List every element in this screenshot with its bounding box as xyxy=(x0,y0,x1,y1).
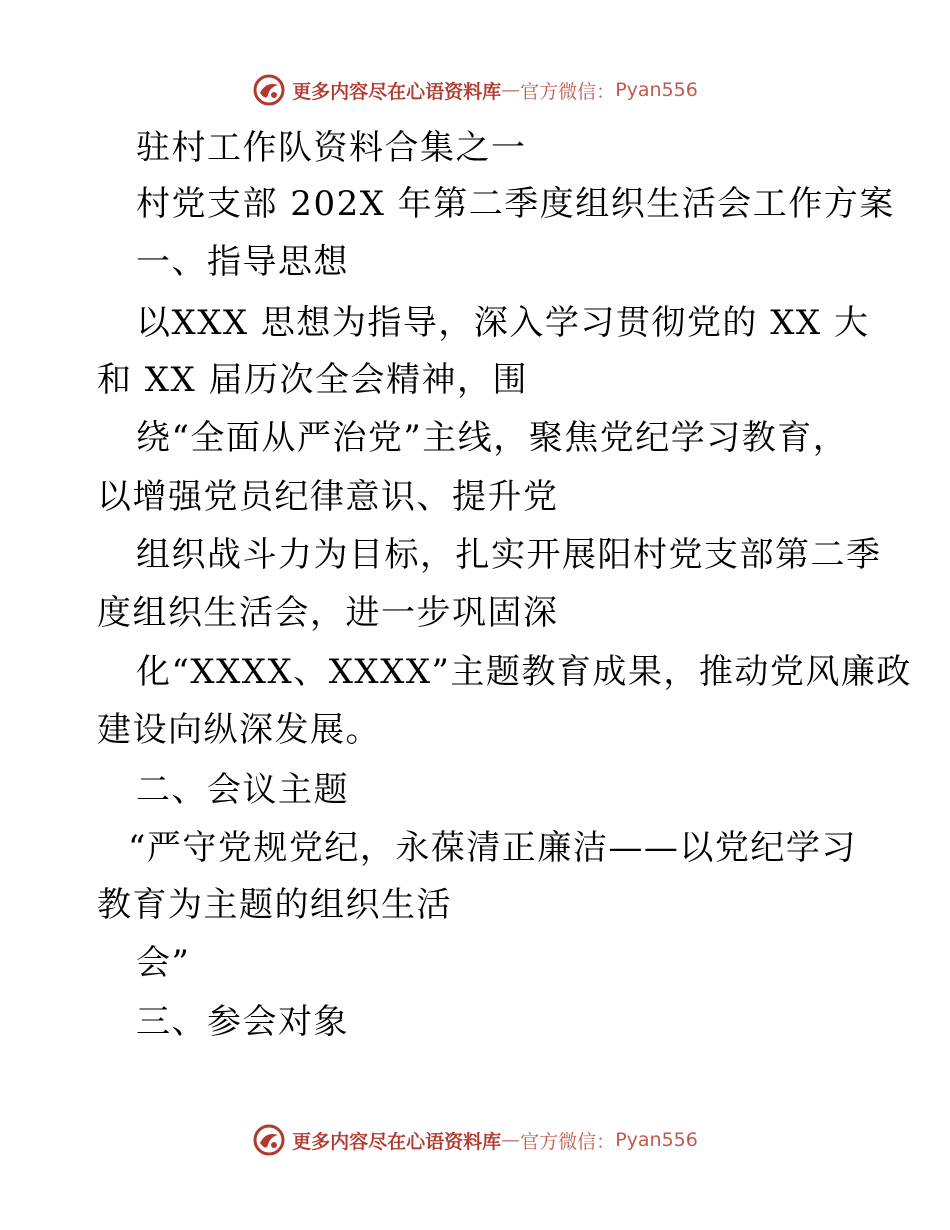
header-watermark-inner xyxy=(252,73,698,107)
paragraph-line: 建设向纵深发展。 xyxy=(97,710,381,750)
footer-watermark-inner xyxy=(252,1123,698,1157)
header-brand-text: 更多内容尽在心语资料库 xyxy=(292,80,502,103)
paragraph-line: 以XXX 思想为指导，深入学习贯彻党的 XX 大 xyxy=(136,303,870,343)
header-official-label: 官方微信： xyxy=(520,80,616,103)
footer-wechat-id: Pyan556 xyxy=(615,1129,698,1151)
header-watermark xyxy=(0,70,950,110)
footer-watermark xyxy=(0,1120,950,1160)
footer-official-label: 官方微信： xyxy=(520,1130,616,1153)
red-swirl-logo-icon xyxy=(252,1123,286,1157)
paragraph-line: 会” xyxy=(136,943,191,983)
footer-brand-text: 更多内容尽在心语资料库 xyxy=(292,1130,502,1153)
paragraph-line: 绕“全面从严治党”主线，聚焦党纪学习教育， xyxy=(136,418,849,458)
header-wechat-id: Pyan556 xyxy=(615,79,698,101)
paragraph-line: 教育为主题的组织生活 xyxy=(97,885,452,925)
paragraph-line: 组织战斗力为目标，扎实开展阳村党支部第二季 xyxy=(136,535,882,575)
footer-dash: — xyxy=(501,1129,521,1151)
paragraph-line: 度组织生活会，进一步巩固深 xyxy=(97,593,559,633)
footer-watermark-text xyxy=(292,1127,698,1154)
paragraph-line: 和 XX 届历次全会精神，围 xyxy=(97,360,529,400)
paragraph-line: “严守党规党纪，永葆清正廉洁——以党纪学习 xyxy=(128,828,857,868)
doc-plan-title: 村党支部 202X 年第二季度组织生活会工作方案 xyxy=(136,184,895,224)
header-dash: — xyxy=(501,79,521,101)
section-heading-attendees: 三、参会对象 xyxy=(136,1002,349,1042)
doc-series-title: 驻村工作队资料合集之一 xyxy=(136,128,527,168)
section-heading-guiding-thought: 一、指导思想 xyxy=(136,242,349,282)
section-heading-meeting-theme: 二、会议主题 xyxy=(136,770,349,810)
paragraph-line: 化“XXXX、XXXX”主题教育成果，推动党风廉政 xyxy=(136,652,912,692)
red-swirl-logo-icon xyxy=(252,73,286,107)
header-watermark-text xyxy=(292,77,698,104)
paragraph-line: 以增强党员纪律意识、提升党 xyxy=(97,477,559,517)
